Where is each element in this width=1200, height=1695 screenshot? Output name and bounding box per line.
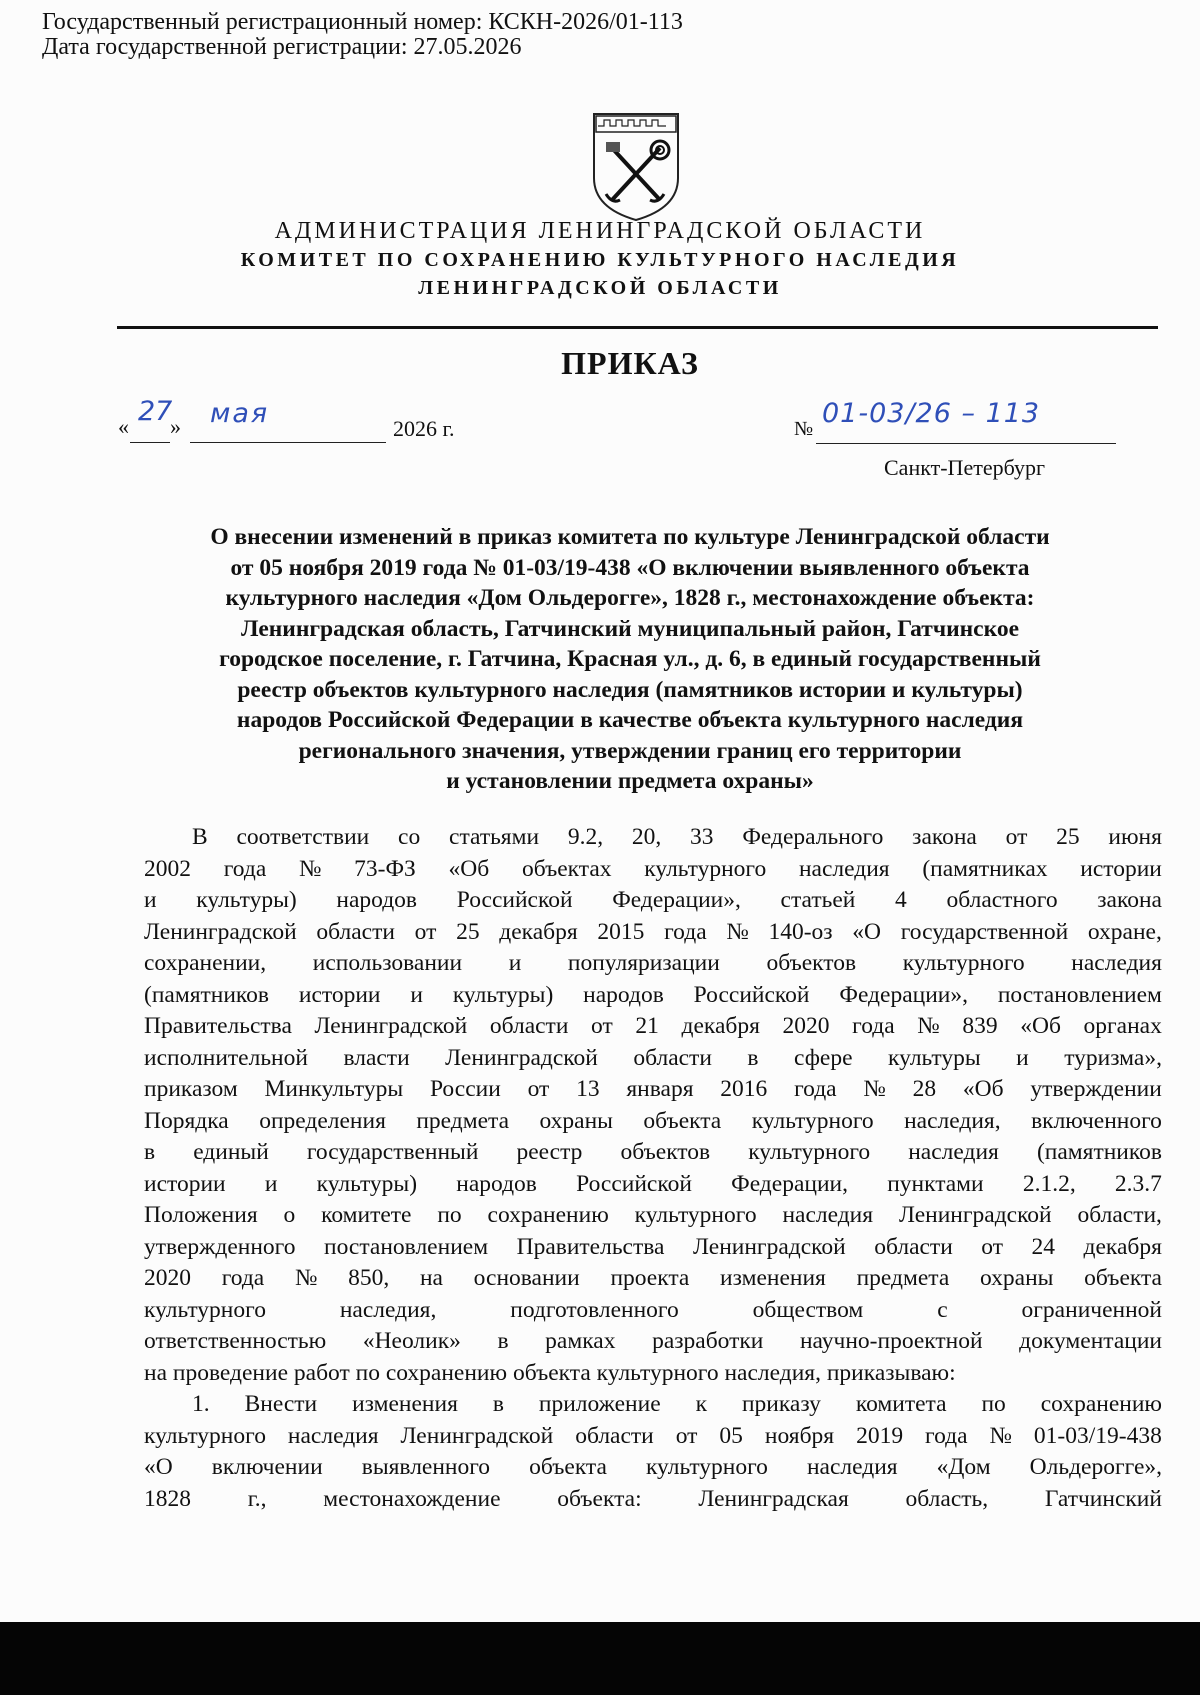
body-line: [144, 1137, 1162, 1169]
body-word: 24: [1031, 1233, 1056, 1260]
body-word: 20,: [631, 824, 662, 850]
body-word: №: [917, 1013, 940, 1039]
body-word: культурного: [144, 1422, 266, 1449]
body-word: Ленинградской: [898, 1202, 1052, 1228]
heading-line: регионального значения, утверждении границ его территории: [298, 737, 962, 764]
body-word: в: [492, 1391, 504, 1417]
body-word: 73-ФЗ: [354, 855, 416, 882]
body-word: постановлением: [997, 981, 1162, 1008]
body-word: в: [144, 1139, 156, 1165]
body-word: сохранению: [487, 1202, 609, 1228]
body-word: обществом: [752, 1296, 864, 1323]
body-word: наследия: [1071, 950, 1162, 976]
body-word: определения: [259, 1107, 386, 1134]
body-word: постановлением: [324, 1233, 489, 1260]
body-word: Ленинградской: [445, 1044, 598, 1071]
body-word: Ленинградская: [698, 1485, 849, 1512]
body-word: 25: [1056, 824, 1080, 850]
body-word: России: [429, 1076, 501, 1102]
body-word: Правительства: [144, 1013, 292, 1039]
body-word: ноября: [764, 1422, 835, 1449]
body-word: ограниченной: [1021, 1296, 1162, 1323]
body-word: Российской: [693, 981, 810, 1008]
body-word: культурного: [645, 1454, 768, 1480]
body-word: Российской: [576, 1170, 692, 1197]
body-word: Порядка: [144, 1107, 229, 1134]
body-word: статьями: [449, 824, 540, 850]
body-word: 25: [456, 918, 480, 945]
body-word: в: [497, 1328, 509, 1354]
body-word: «Об: [448, 855, 490, 882]
scan-bottom-edge: [0, 1622, 1200, 1695]
heading-line: Ленинградская область, Гатчинский муниципальный район, Гатчинское: [240, 615, 1020, 642]
date-year: 2026 г.: [393, 416, 455, 441]
body-word: 33: [690, 824, 714, 850]
body-word: 21: [635, 1013, 659, 1039]
body-word: 1828: [144, 1485, 191, 1512]
body-line: [144, 854, 1162, 886]
body-word: местонахождение: [323, 1485, 501, 1512]
body-word: наследия: [782, 1202, 874, 1228]
body-word: объекта: [1084, 1265, 1162, 1291]
coat-of-arms-icon: [588, 108, 684, 224]
body-word: области: [575, 1422, 654, 1449]
body-word: Минкультуры: [264, 1076, 404, 1102]
body-word: «О: [144, 1454, 173, 1480]
body-line: [144, 1169, 1162, 1201]
body-word: Правительства: [516, 1233, 665, 1260]
body-word: наследия: [908, 1139, 999, 1165]
body-word: истории: [144, 1170, 226, 1197]
body-word: 2020: [144, 1265, 191, 1291]
body-word: 839: [962, 1013, 998, 1039]
date-day-underline: [130, 442, 170, 443]
body-word: предмета: [856, 1265, 950, 1291]
city: Санкт-Петербург: [884, 455, 1045, 480]
body-word: и: [144, 887, 157, 913]
body-word: Гатчинский: [1044, 1485, 1162, 1512]
body-word: о: [283, 1202, 296, 1228]
body-word: разработки: [652, 1328, 764, 1354]
body-word: №: [989, 1422, 1012, 1449]
body-word: власти: [343, 1044, 410, 1071]
body-word: (памятников: [144, 981, 270, 1008]
order-number-handwritten: 01-03/26 – 113: [822, 398, 1041, 429]
body-line: [144, 1232, 1162, 1264]
body-word: года: [664, 918, 707, 945]
body-word: приказу: [741, 1391, 821, 1417]
body-word: 28: [912, 1076, 937, 1102]
heading-line: народов Российской Федерации в качестве объекта культурного наследия: [236, 707, 1024, 733]
body-word: включенного: [1031, 1107, 1162, 1134]
body-line: [144, 1389, 1162, 1421]
body-word: объектов: [620, 1139, 711, 1165]
document-title: ПРИКАЗ: [561, 345, 699, 381]
body-word: включении: [211, 1454, 323, 1480]
body-word: работ: [293, 1359, 356, 1386]
body-word: области: [874, 1233, 953, 1260]
body-word: Внести: [244, 1391, 318, 1417]
body-word: наследия: [806, 1454, 898, 1480]
body-word: со: [398, 824, 421, 850]
body-word: области: [633, 1044, 712, 1071]
body-word: на: [144, 1359, 173, 1386]
body-word: предмета: [416, 1107, 510, 1134]
body-word: культурного: [902, 950, 1025, 976]
body-word: г.,: [247, 1485, 267, 1512]
body-word: от: [1005, 824, 1028, 850]
body-word: (памятников: [1036, 1139, 1162, 1165]
body-word: на: [419, 1265, 443, 1291]
body-word: популяризации: [567, 950, 720, 976]
body-word: приказываю:: [826, 1359, 956, 1386]
body-word: Ольдерогге»,: [1029, 1454, 1162, 1480]
body-word: 2002: [144, 855, 191, 882]
body-word: приложение: [538, 1391, 661, 1417]
body-word: наследия,: [724, 1359, 827, 1386]
body-word: 140-оз: [768, 918, 833, 945]
body-word: основании: [473, 1265, 580, 1291]
order-body: [144, 822, 1162, 1515]
order-heading: [100, 522, 1160, 797]
registration-date: Дата государственной регистрации: 27.05.2026: [42, 34, 522, 60]
date-month-handwritten: мая: [210, 398, 270, 429]
body-word: Ленинградской: [314, 1013, 468, 1039]
body-word: туризма»,: [1064, 1044, 1162, 1071]
body-line: [144, 1295, 1162, 1327]
body-word: область,: [905, 1485, 989, 1512]
body-word: рамках: [545, 1328, 616, 1354]
body-word: 2015: [597, 918, 645, 945]
body-word: от: [527, 1076, 550, 1102]
heading-line: и установлении предмета охраны»: [446, 768, 814, 794]
body-word: Ленинградской: [693, 1233, 846, 1260]
body-word: к: [695, 1391, 707, 1417]
body-line: [144, 980, 1162, 1012]
body-word: объекта:: [557, 1485, 642, 1512]
body-line: [144, 1326, 1162, 1358]
body-word: ответственностью: [144, 1328, 327, 1354]
body-word: сфере: [793, 1044, 853, 1071]
heading-line: реестр объектов культурного наследия (памятников истории и культуры): [237, 676, 1023, 703]
body-word: государственный: [306, 1139, 479, 1165]
registration-block: [42, 10, 683, 60]
body-word: 4: [895, 887, 907, 913]
body-word: июня: [1108, 824, 1162, 850]
body-word: объектах: [521, 855, 612, 882]
body-word: 9.2,: [567, 824, 604, 850]
body-word: исполнительной: [144, 1044, 308, 1071]
heading-line: городское поселение, г. Гатчина, Красная ул., д. 6, в единый государственный: [219, 646, 1041, 672]
body-word: 2016: [720, 1076, 768, 1102]
body-word: утверждении: [1030, 1076, 1162, 1102]
body-word: закона: [912, 824, 977, 850]
heading-line: культурного наследия «Дом Ольдерогге», 1828 г., местонахождение объекта:: [225, 585, 1035, 611]
body-word: «Об: [962, 1076, 1004, 1102]
body-word: культуры): [452, 981, 554, 1008]
body-word: культуры): [196, 887, 297, 913]
body-word: декабря: [499, 918, 578, 945]
body-line: [144, 1011, 1162, 1043]
body-line: [144, 1200, 1162, 1232]
body-word: Федерации»,: [839, 981, 968, 1008]
body-word: Федерации»,: [612, 887, 741, 913]
body-word: наследия: [287, 1422, 379, 1449]
body-word: по: [981, 1391, 1006, 1417]
body-word: использовании: [312, 950, 463, 976]
body-word: объекта: [643, 1107, 722, 1134]
body-word: и: [264, 1170, 278, 1197]
body-word: комитете: [321, 1202, 412, 1228]
body-word: истории: [298, 981, 381, 1008]
body-word: культуры): [316, 1170, 418, 1197]
body-word: и: [508, 950, 522, 976]
body-word: Федерации,: [731, 1170, 848, 1197]
body-word: объектов: [766, 950, 857, 976]
body-word: года: [221, 1265, 265, 1291]
body-word: областного: [946, 887, 1058, 913]
body-word: подготовленного: [510, 1296, 679, 1323]
body-word: «Дом: [936, 1454, 991, 1480]
body-word: сохранении,: [144, 950, 267, 976]
body-word: изменения: [352, 1391, 458, 1417]
body-word: 13: [576, 1076, 600, 1102]
body-word: государственной: [900, 918, 1069, 945]
body-line: [144, 1106, 1162, 1138]
body-word: №: [298, 855, 322, 882]
body-word: сохранению: [385, 1359, 513, 1386]
body-word: года: [223, 855, 267, 882]
body-word: года: [794, 1076, 837, 1102]
body-word: «Об: [1020, 1013, 1061, 1039]
body-word: культуры: [888, 1044, 981, 1071]
body-word: Ленинградской: [144, 918, 297, 945]
body-word: в: [747, 1044, 759, 1071]
body-word: культурного: [644, 855, 767, 882]
body-word: объекта: [512, 1359, 597, 1386]
body-line: [144, 1484, 1162, 1516]
body-line: [144, 822, 1162, 854]
body-word: с: [937, 1296, 948, 1323]
body-word: проведение: [172, 1359, 294, 1386]
body-word: года: [925, 1422, 968, 1449]
body-word: от: [981, 1233, 1004, 1260]
date-month-underline: [190, 442, 386, 443]
date-close-quote: »: [170, 414, 181, 439]
body-word: января: [626, 1076, 694, 1102]
body-word: культурного: [751, 1107, 874, 1134]
body-line: [144, 1043, 1162, 1075]
body-word: документации: [1019, 1328, 1162, 1354]
body-word: Российской: [456, 887, 573, 913]
body-word: народов: [583, 981, 664, 1008]
body-word: закона: [1097, 887, 1162, 913]
body-word: В: [192, 824, 208, 850]
body-line: [144, 1074, 1162, 1106]
body-word: года: [852, 1013, 895, 1039]
body-word: Ленинградской: [400, 1422, 554, 1449]
body-word: и: [410, 981, 423, 1008]
committee-name-line1: КОМИТЕТ ПО СОХРАНЕНИЮ КУЛЬТУРНОГО НАСЛЕДИЯ: [240, 249, 960, 271]
heading-line: О внесении изменений в приказ комитета по культуре Ленинградской области: [210, 524, 1050, 550]
body-line: [144, 1421, 1162, 1453]
body-word: объекта: [529, 1454, 607, 1480]
body-word: выявленного: [361, 1454, 491, 1480]
body-word: приказом: [144, 1076, 238, 1102]
body-line: [144, 1452, 1162, 1484]
body-word: наследия,: [339, 1296, 437, 1323]
body-word: пунктами: [887, 1170, 984, 1197]
order-number-underline: [816, 443, 1116, 444]
body-word: №: [726, 918, 749, 945]
body-word: истории: [1080, 855, 1162, 882]
body-word: от: [591, 1013, 613, 1039]
body-word: и: [1016, 1044, 1029, 1071]
body-line: [144, 948, 1162, 980]
body-word: 05: [719, 1422, 743, 1449]
body-word: Положения: [144, 1202, 258, 1228]
committee-name-line2: ЛЕНИНГРАДСКОЙ ОБЛАСТИ: [418, 277, 782, 299]
body-word: комитета: [855, 1391, 947, 1417]
body-word: декабря: [1083, 1233, 1162, 1260]
body-word: 2.3.7: [1114, 1170, 1162, 1197]
body-word: культурного: [748, 1139, 871, 1165]
body-word: утвержденного: [144, 1233, 296, 1260]
body-word: области: [316, 918, 395, 945]
body-word: охране,: [1087, 918, 1162, 945]
header-divider: [117, 326, 1158, 329]
body-word: реестр: [516, 1139, 583, 1165]
body-word: органах: [1083, 1013, 1162, 1039]
body-word: изменения: [720, 1265, 826, 1291]
body-word: «Неолик»: [362, 1328, 461, 1354]
body-word: 2.1.2,: [1022, 1170, 1076, 1197]
body-word: сохранению: [1040, 1391, 1162, 1417]
body-word: декабря: [681, 1013, 760, 1039]
body-line: [144, 917, 1162, 949]
body-word: по: [355, 1359, 386, 1386]
body-word: №: [863, 1076, 886, 1102]
body-word: 850,: [348, 1265, 390, 1291]
body-word: культурного: [596, 1359, 725, 1386]
body-word: соответствии: [236, 824, 370, 850]
body-word: 1.: [192, 1391, 210, 1417]
body-word: культурного: [634, 1202, 757, 1228]
body-word: проекта: [610, 1265, 690, 1291]
body-word: народов: [336, 887, 418, 913]
body-word: №: [294, 1265, 318, 1291]
body-word: 2020: [782, 1013, 830, 1039]
body-word: (памятниках: [922, 855, 1048, 882]
body-word: области,: [1077, 1202, 1162, 1228]
body-word: от: [414, 918, 437, 945]
body-word: «О: [852, 918, 881, 945]
body-word: научно-проектной: [799, 1328, 983, 1354]
body-word: статьей: [780, 887, 856, 913]
body-word: по: [437, 1202, 462, 1228]
body-line: [144, 1358, 1162, 1390]
body-line: [144, 1263, 1162, 1295]
body-word: 2019: [856, 1422, 904, 1449]
body-word: народов: [456, 1170, 537, 1197]
body-word: Федерального: [742, 824, 884, 850]
body-word: области: [489, 1013, 569, 1039]
body-word: наследия: [798, 855, 890, 882]
date-open-quote: «: [118, 414, 129, 439]
body-word: от: [675, 1422, 698, 1449]
date-day-handwritten: 27: [138, 396, 173, 427]
heading-line: от 05 ноября 2019 года № 01-03/19-438 «О включении выявленного объекта: [230, 554, 1030, 581]
body-line: [144, 885, 1162, 917]
body-word: охраны: [539, 1107, 613, 1134]
body-word: единый: [193, 1139, 269, 1165]
body-word: наследия,: [904, 1107, 1001, 1134]
body-word: 01-03/19-438: [1033, 1422, 1162, 1449]
administration-name: АДМИНИСТРАЦИЯ ЛЕНИНГРАДСКОЙ ОБЛАСТИ: [274, 218, 926, 244]
body-word: культурного: [144, 1296, 266, 1323]
order-number-sign: №: [794, 418, 814, 440]
body-word: охраны: [979, 1265, 1054, 1291]
registration-number: Государственный регистрационный номер: КСКН-2026/01-113: [42, 9, 683, 35]
